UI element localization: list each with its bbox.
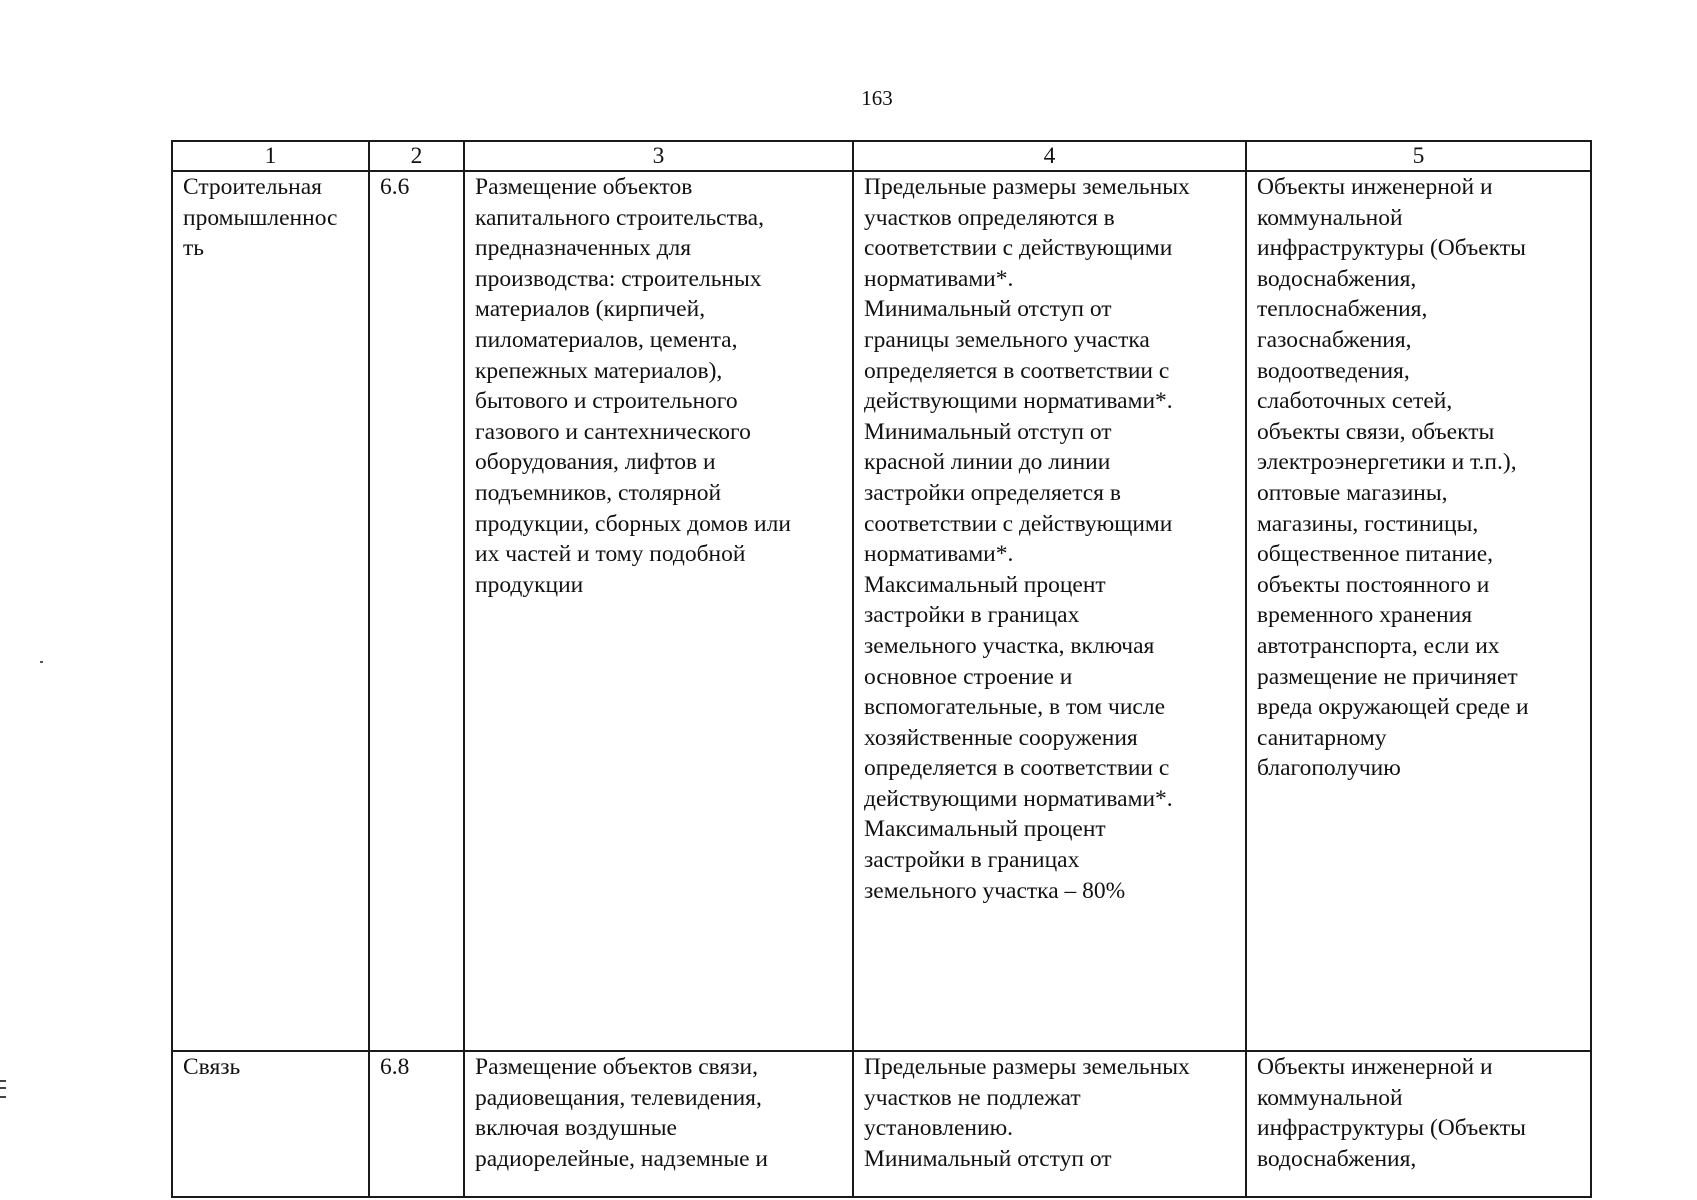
- cell-text-line: слаботочных сетей,: [1257, 388, 1453, 415]
- cell-text-line: действующими нормативами*.: [864, 388, 1173, 415]
- cell-text-line: материалов (кирпичей,: [475, 296, 706, 323]
- cell-text-line: объекты постоянного и: [1257, 571, 1490, 598]
- cell-text-line: Размещение объектов: [475, 174, 693, 200]
- cell-text-line: размещение не причиняет: [1257, 663, 1518, 690]
- column-header-2: 2: [369, 141, 464, 171]
- cell-text-line: красной линии до линии: [864, 449, 1111, 476]
- scan-dot: [40, 661, 43, 663]
- cell-text-line: земельного участка – 80%: [864, 877, 1126, 904]
- cell-text-line: соответствии с действующими: [864, 510, 1173, 537]
- cell-text-line: нормативами*.: [864, 265, 1014, 292]
- description-cell: [464, 1051, 853, 1197]
- cell-text-line: капитального строительства,: [475, 204, 764, 231]
- table-header-row: [172, 141, 1591, 171]
- auxiliary-uses-cell: [1246, 1051, 1591, 1197]
- scan-edge-mark: [0, 1080, 6, 1098]
- code-cell: [369, 1051, 464, 1197]
- cell-text-line: временного хранения: [1257, 602, 1473, 629]
- cell-text-line: Связь: [183, 1054, 241, 1080]
- table-row: [172, 171, 1591, 1051]
- cell-text-line: определяется в соответствии с: [864, 357, 1170, 384]
- cell-text-line: 6.8: [380, 1054, 410, 1080]
- cell-text-line: бытового и строительного: [475, 388, 738, 415]
- auxiliary-uses-cell: [1246, 171, 1591, 1051]
- cell-text-line: участков не подлежат: [864, 1084, 1081, 1111]
- cell-text-line: радиовещания, телевидения,: [475, 1084, 762, 1111]
- cell-text-line: газового и сантехнического: [475, 418, 751, 445]
- page-number: 163: [861, 86, 893, 110]
- column-header-1: 1: [172, 141, 369, 171]
- column-header-4: 4: [853, 141, 1246, 171]
- column-header-3: 3: [464, 141, 853, 171]
- cell-text-line: застройки определяется в: [864, 479, 1121, 506]
- parameters-cell: [853, 1051, 1246, 1197]
- cell-text-line: вспомогательные, в том числе: [864, 694, 1166, 721]
- cell-text-line: Объекты инженерной и: [1257, 1054, 1493, 1080]
- cell-text-line: установлению.: [864, 1115, 1014, 1142]
- cell-text-line: производства: строительных: [475, 265, 762, 292]
- cell-text-line: объекты связи, объекты: [1257, 418, 1495, 445]
- cell-text-line: радиорелейные, надземные и: [475, 1145, 769, 1172]
- cell-text-line: коммунальной: [1257, 204, 1403, 231]
- cell-text-line: промышленнос: [183, 204, 338, 231]
- cell-text-line: земельного участка, включая: [864, 632, 1155, 659]
- table-body: [172, 171, 1591, 1197]
- cell-text-line: границы земельного участка: [864, 326, 1150, 353]
- cell-text-line: оптовые магазины,: [1257, 479, 1448, 506]
- cell-text-line: водоснабжения,: [1257, 265, 1417, 292]
- cell-text-line: продукции: [475, 571, 584, 598]
- cell-text-line: общественное питание,: [1257, 541, 1493, 568]
- cell-text-line: Минимальный отступ от: [864, 296, 1112, 323]
- cell-text-line: продукции, сборных домов или: [475, 510, 791, 537]
- cell-text-line: ть: [183, 235, 204, 262]
- cell-text-line: подъемников, столярной: [475, 479, 722, 506]
- land-use-name-cell: [172, 1051, 369, 1197]
- cell-text-line: основное строение и: [864, 663, 1073, 690]
- cell-text-line: 6.6: [380, 174, 410, 200]
- cell-text-line: Предельные размеры земельных: [864, 174, 1190, 200]
- table-row: [172, 1051, 1591, 1197]
- cell-text-line: газоснабжения,: [1257, 326, 1412, 353]
- cell-text-line: застройки в границах: [864, 847, 1080, 874]
- cell-text-line: нормативами*.: [864, 541, 1014, 568]
- column-header-5: 5: [1246, 141, 1591, 171]
- cell-text-line: автотранспорта, если их: [1257, 632, 1500, 659]
- parameters-cell: [853, 171, 1246, 1051]
- cell-text-line: вреда окружающей среде и: [1257, 694, 1529, 721]
- cell-text-line: предназначенных для: [475, 235, 692, 262]
- land-use-name-cell: [172, 171, 369, 1051]
- cell-text-line: соответствии с действующими: [864, 235, 1173, 262]
- code-cell: [369, 171, 464, 1051]
- cell-text-line: магазины, гостиницы,: [1257, 510, 1479, 537]
- cell-text-line: включая воздушные: [475, 1115, 677, 1142]
- cell-text-line: участков определяются в: [864, 204, 1115, 231]
- cell-text-line: коммунальной: [1257, 1084, 1403, 1111]
- cell-text-line: благополучию: [1257, 755, 1401, 782]
- cell-text-line: Строительная: [183, 174, 322, 200]
- cell-text-line: Максимальный процент: [864, 816, 1106, 843]
- regulations-table: [171, 140, 1592, 1198]
- cell-text-line: пиломатериалов, цемента,: [475, 326, 738, 353]
- cell-text-line: Максимальный процент: [864, 571, 1106, 598]
- cell-text-line: их частей и тому подобной: [475, 541, 746, 568]
- cell-text-line: электроэнергетики и т.п.),: [1257, 449, 1517, 476]
- cell-text-line: оборудования, лифтов и: [475, 449, 716, 476]
- cell-text-line: определяется в соответствии с: [864, 755, 1170, 782]
- cell-text-line: инфраструктуры (Объекты: [1257, 235, 1526, 262]
- cell-text-line: санитарному: [1257, 724, 1387, 751]
- cell-text-line: Предельные размеры земельных: [864, 1054, 1190, 1080]
- cell-text-line: теплоснабжения,: [1257, 296, 1428, 323]
- cell-text-line: водоснабжения,: [1257, 1145, 1417, 1172]
- cell-text-line: водоотведения,: [1257, 357, 1410, 384]
- cell-text-line: хозяйственные сооружения: [864, 724, 1138, 751]
- cell-text-line: крепежных материалов),: [475, 357, 723, 384]
- cell-text-line: застройки в границах: [864, 602, 1080, 629]
- cell-text-line: Размещение объектов связи,: [475, 1054, 758, 1080]
- cell-text-line: действующими нормативами*.: [864, 785, 1173, 812]
- cell-text-line: Минимальный отступ от: [864, 418, 1112, 445]
- cell-text-line: Минимальный отступ от: [864, 1145, 1112, 1172]
- cell-text-line: инфраструктуры (Объекты: [1257, 1115, 1526, 1142]
- cell-text-line: Объекты инженерной и: [1257, 174, 1493, 200]
- description-cell: [464, 171, 853, 1051]
